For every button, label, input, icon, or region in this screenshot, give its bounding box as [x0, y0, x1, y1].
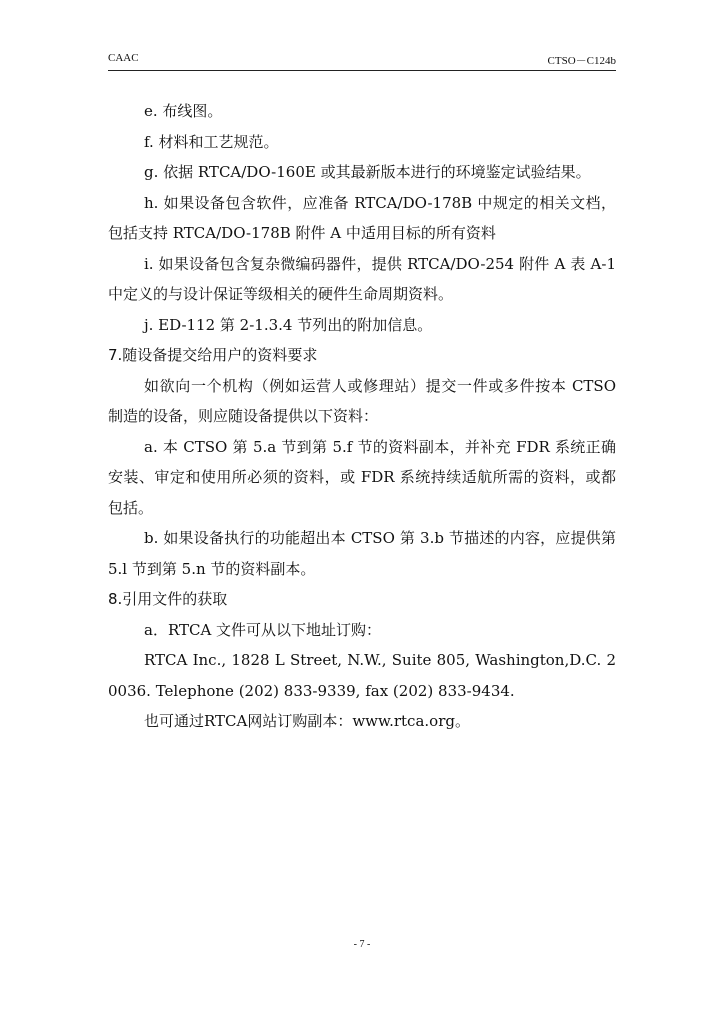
- page-header: [108, 52, 616, 70]
- section-8-heading: 8.引用文件的获取: [108, 590, 228, 608]
- section-7-item-a: a. 本 CTSO 第 5.a 节到第 5.f 节的资料副本，并补充 FDR 系统正确安装、审定和使用所必须的资料，或 FDR 系统持续适航所需的资料，或都包括。: [108, 437, 616, 517]
- section-7-item-b: b. 如果设备执行的功能超出本 CTSO 第 3.b 节描述的内容，应提供第 5.l 节到第 5.n 节的资料副本。: [108, 529, 616, 578]
- section-8-website: 也可通过RTCA网站订购副本：www.rtca.org。: [144, 712, 470, 730]
- section-8-item-a: a．RTCA 文件可从以下地址订购：: [144, 620, 382, 639]
- section-8-address: RTCA Inc., 1828 L Street, N.W., Suite 805, Washington,D.C. 20036. Telephone (202) 833-9339, fax (202) 833-9434.: [108, 651, 616, 700]
- item-i: i. 如果设备包含复杂微编码器件，提供 RTCA/DO-254 附件 A 表 A-1 中定义的与设计保证等级相关的硬件生命周期资料。: [108, 254, 616, 303]
- header-left-text: CAAC: [108, 52, 139, 64]
- item-h: h. 如果设备包含软件，应准备 RTCA/DO-178B 中规定的相关文档，包括支持 RTCA/DO-178B 附件 A 中适用目标的所有资料: [108, 193, 616, 242]
- header-right-text: CTSO－C124b: [547, 55, 616, 67]
- section-7-heading: 7.随设备提交给用户的资料要求: [108, 346, 318, 364]
- section-7-intro: 如欲向一个机构（例如运营人或修理站）提交一件或多件按本 CTSO 制造的设备，则应随设备提供以下资料：: [108, 376, 616, 425]
- document-body: [108, 96, 616, 737]
- item-f: f. 材料和工艺规范。: [144, 132, 279, 151]
- item-j: j. ED-112 第 2-1.3.4 节列出的附加信息。: [144, 315, 433, 334]
- item-g: g. 依据 RTCA/DO-160E 或其最新版本进行的环境鉴定试验结果。: [144, 163, 591, 181]
- header-rule: [108, 70, 616, 71]
- item-e: e. 布线图。: [144, 102, 223, 120]
- page-number: - 7 -: [353, 939, 371, 950]
